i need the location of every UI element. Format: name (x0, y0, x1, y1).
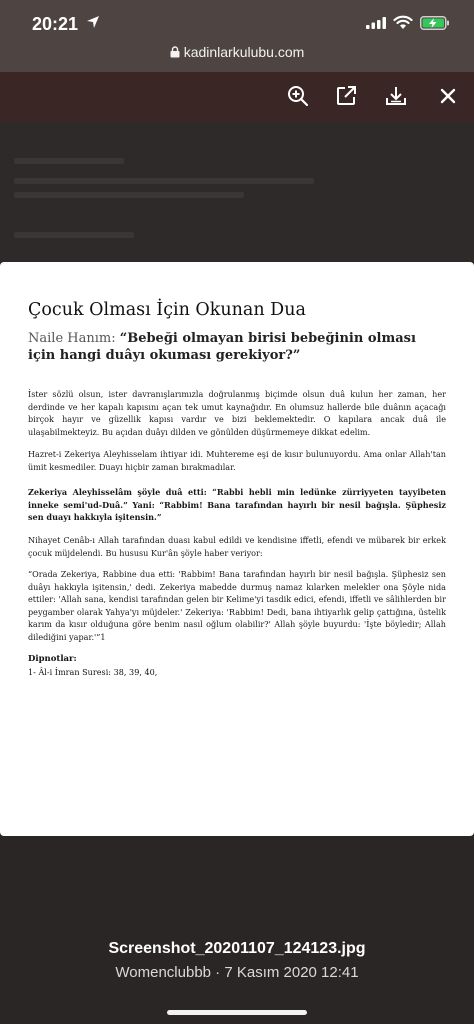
document-title: Çocuk Olması İçin Okunan Dua (28, 300, 306, 320)
wifi-icon (393, 15, 413, 30)
document-subtitle (28, 330, 446, 364)
subtitle-question: “Bebeği olmayan birisi bebeğinin olması için hangi duâyı okuması gerekiyor?” (28, 331, 416, 363)
footnote-item: 1- Âl-i İmran Suresi: 38, 39, 40, (28, 667, 158, 677)
footnotes-heading: Dipnotlar: (28, 654, 77, 664)
image-filename: Screenshot_20201107_124123.jpg (108, 940, 366, 957)
battery-charging-icon (420, 16, 450, 30)
subtitle-author: Naile Hanım: (28, 331, 116, 346)
close-icon[interactable] (436, 84, 460, 108)
paragraph: Nihayet Cenâb-ı Allah tarafından duası kabul edildi ve kendisine iffetli, efendi ve mübarek bir erkek çocuk müjdelendi. Bu hususu Kur'ân şöyle haber veriyor: (28, 535, 446, 558)
paragraph: “Orada Zekeriya, Rabbine dua etti: 'Rabbim! Bana tarafından hayırlı bir nesil bağışla. Şüphesiz sen duâyı hakkıyla işitensin,' dedi. Zekeriya mabedde durmuş namaz kılarken melekler ona Şöyle nida ettiler: 'Allah sana, kendisi tarafından gelen bir Kelime'yi tasdik edici, efendi, iffetli ve sâlihlerden bir peygamber olarak Yahya'yı müjdeler.' Zekeriya: 'Rabbim! Dedi, bana ihtiyarlık gelip çattığına, üstelik karım da kısır olduğuna göre benim nasıl oğlum olabilir?' Allah şöyle buyurdu: 'İşte böyledir; Allah dilediğini yapar.'”1 (28, 569, 446, 642)
cellular-signal-icon (366, 17, 386, 29)
paragraph: Zekeriya Aleyhisselâm şöyle duâ etti: “Rabbi hebli min ledünke zürriyyeten tayyibeten inneke semi'ud-Duâ.” Yani: “Rabbim! Bana tarafından hayırlı bir nesil bağışla. Şüphesiz sen duayı hakkıyla işitensin.” (28, 487, 446, 522)
download-icon[interactable] (384, 84, 408, 108)
image-meta: Womenclubbb · 7 Kasım 2020 12:41 (115, 964, 359, 981)
paragraph: Hazret-i Zekeriya Aleyhisselam ihtiyar idi. Muhtereme eşi de kısır bulunuyordu. Ama onlar Allah'tan ümit kesmediler. Duayı hiçbir zaman bırakmadılar. (28, 449, 446, 472)
status-bar (0, 0, 474, 72)
document-image[interactable] (0, 262, 474, 836)
lock-icon (170, 46, 180, 58)
background-text-line (14, 192, 244, 198)
background-text-line (14, 232, 134, 238)
paragraph: İster sözlü olsun, ister davranışlarımızla doğrulanmış biçimde olsun duâ kulun her zaman, her derdinde ve her kapalı kapısını açan tek umut kaynağıdır. En olumsuz hallerde bile duânın açacağı birçok hayır ve güzellik kapısı vardır ve bizi beklemektedir. O kapılara ancak duâ ile ulaşabilmekteyiz. Bu açıdan duâyı dilden ve gönülden düşürmemeye dikkat edelim. (28, 389, 446, 437)
url-bar[interactable] (0, 44, 474, 66)
home-indicator[interactable] (167, 1010, 307, 1015)
background-text-line (14, 178, 314, 184)
background-text-line (14, 158, 124, 164)
zoom-in-icon[interactable] (286, 84, 310, 108)
open-external-icon[interactable] (334, 84, 358, 108)
location-arrow-icon (86, 15, 100, 29)
url-text: kadinlarkulubu.com (183, 44, 305, 60)
status-time: 20:21 (32, 14, 79, 34)
